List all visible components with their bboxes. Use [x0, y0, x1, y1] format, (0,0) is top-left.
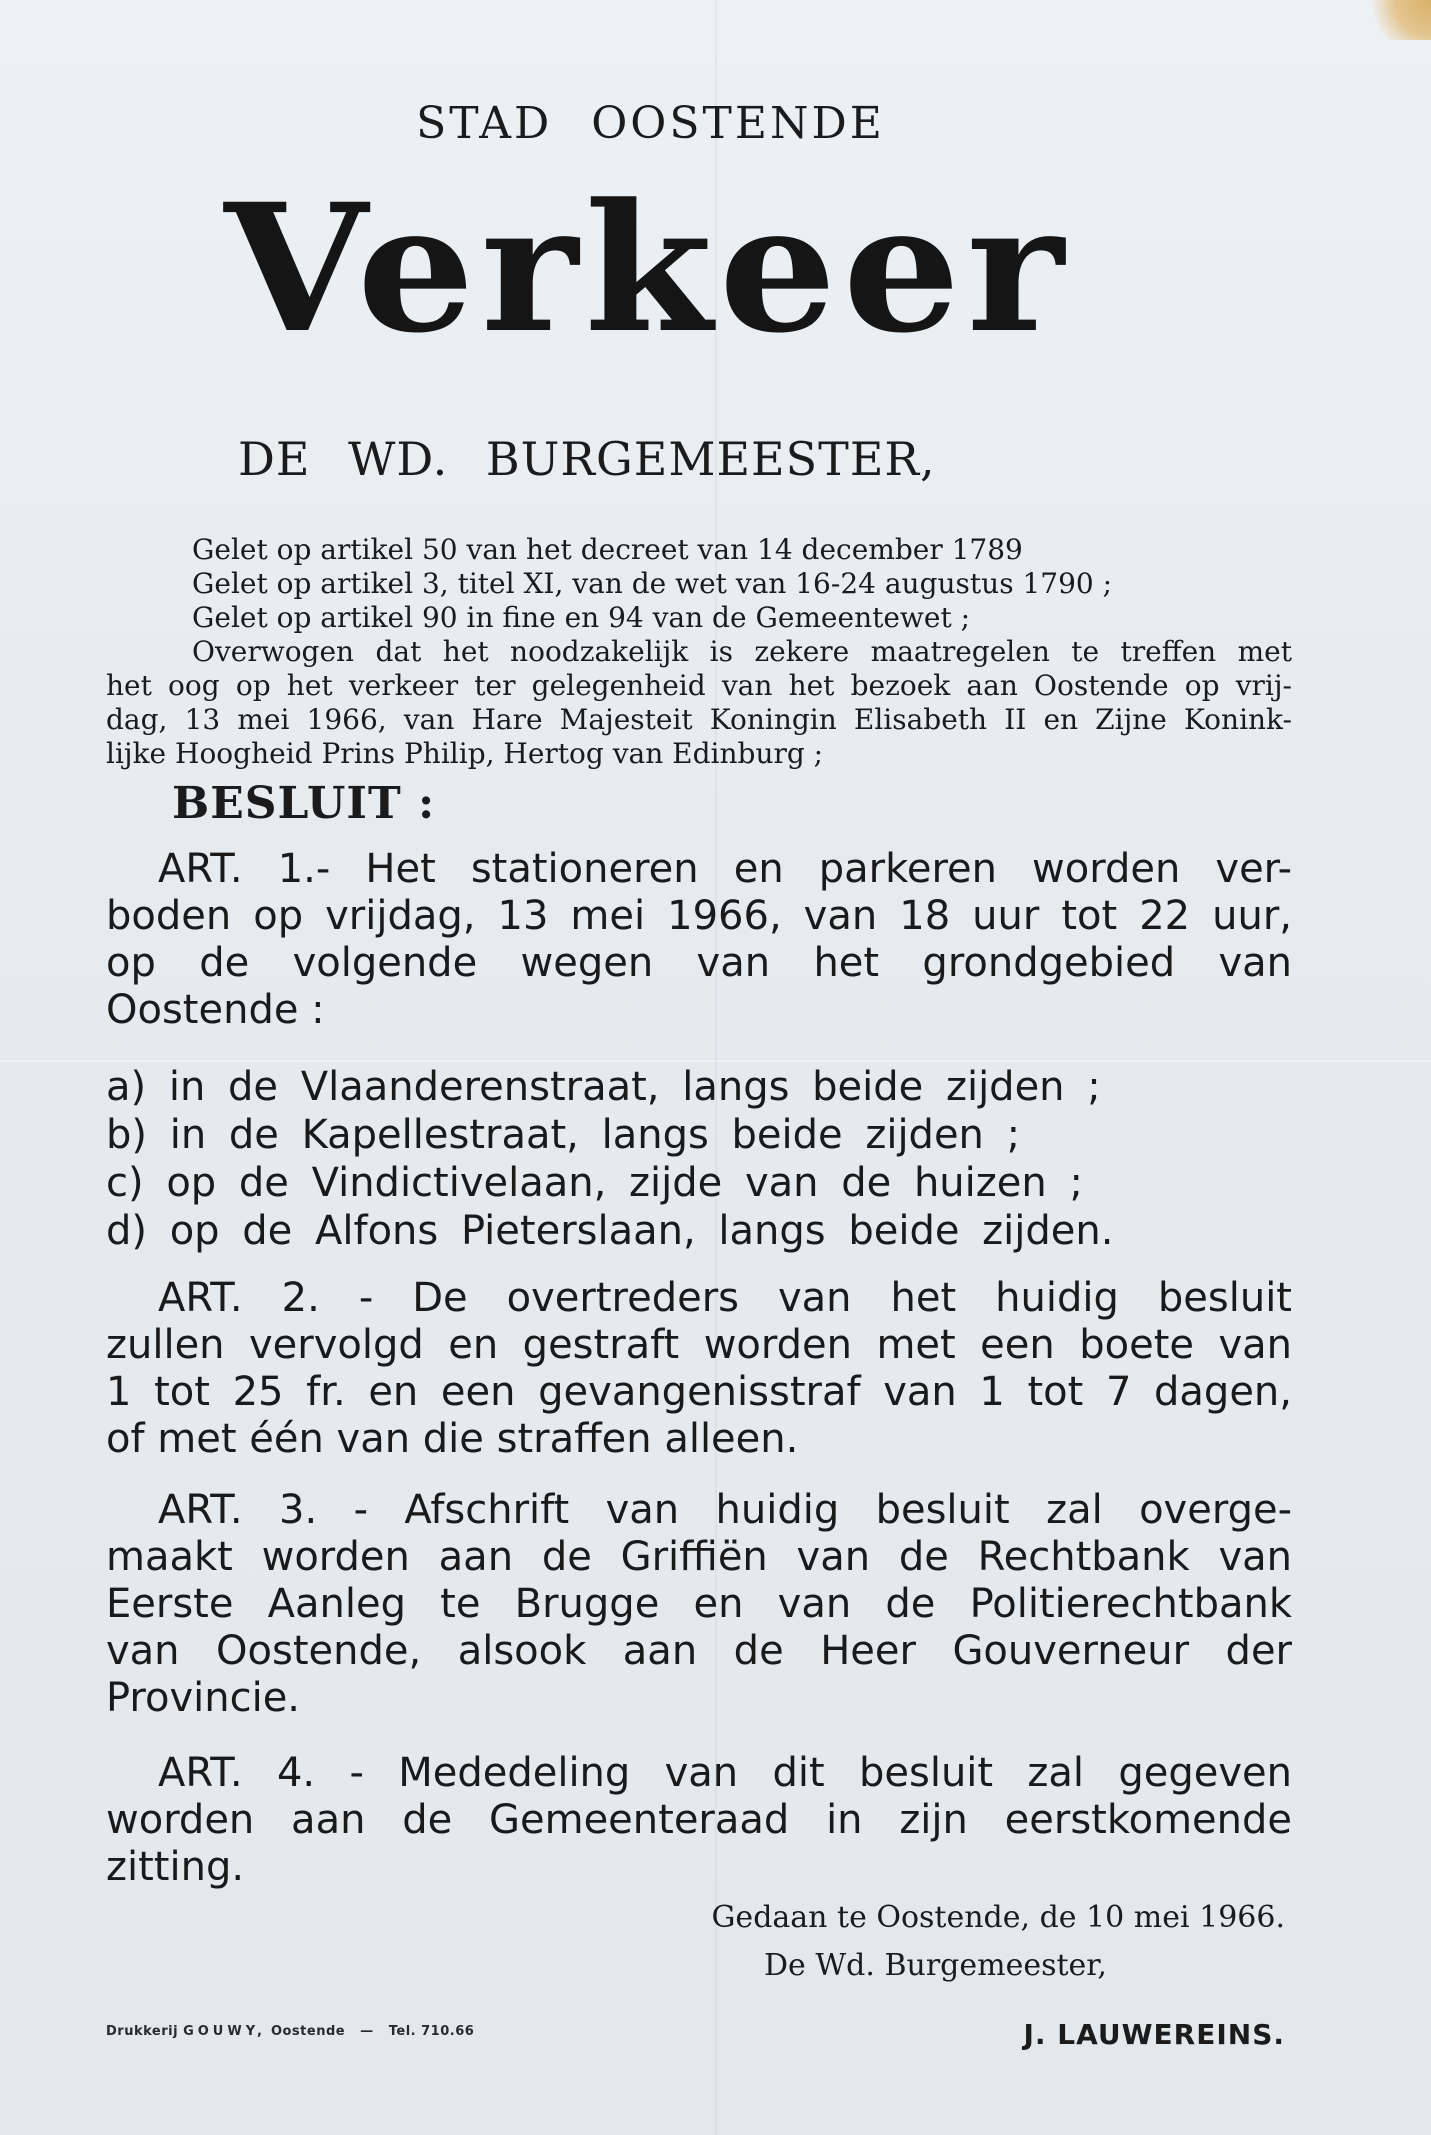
printer-tel: Tel. 710.66	[388, 2024, 475, 2039]
article-line: Eerste Aanleg te Brugge en van de Politierechtbank	[106, 1581, 1292, 1627]
preamble-line: Gelet op artikel 50 van het decreet van 14 december 1789	[192, 533, 1023, 566]
list-item: a) in de Vlaanderenstraat, langs beide zijden ;	[106, 1064, 1101, 1110]
poster-title: Verkeer	[224, 165, 1071, 372]
article-4	[106, 1750, 1292, 1891]
article-1	[106, 846, 1292, 1034]
printer-label: Drukkerij	[106, 2024, 179, 2039]
preamble-line: dag, 13 mei 1966, van Hare Majesteit Koningin Elisabeth II en Zijne Konink-	[106, 703, 1292, 736]
paper-stain	[1361, 0, 1431, 40]
article-line: ART. 1.- Het stationeren en parkeren worden ver-	[158, 846, 1292, 892]
article-2	[106, 1275, 1292, 1463]
article-line: zitting.	[106, 1844, 245, 1890]
preamble-line: Gelet op artikel 90 in fine en 94 van de Gemeentewet ;	[192, 601, 971, 634]
article-line: worden aan de Gemeenteraad in zijn eerstkomende	[106, 1797, 1292, 1843]
street-list	[106, 1063, 1292, 1255]
authority-heading: DE WD. BURGEMEESTER,	[238, 432, 936, 486]
preamble	[106, 533, 1292, 771]
article-line: maakt worden aan de Griffiën van de Rechtbank van	[106, 1534, 1292, 1580]
signoff-role: De Wd. Burgemeester,	[764, 1948, 1107, 1983]
printer-city: Oostende	[270, 2024, 346, 2039]
printer-imprint	[106, 2024, 474, 2039]
article-line: van Oostende, alsook aan de Heer Gouverneur der	[106, 1628, 1292, 1674]
list-item: c) op de Vindictivelaan, zijde van de huizen ;	[106, 1160, 1083, 1206]
list-item: d) op de Alfons Pieterslaan, langs beide zijden.	[106, 1208, 1114, 1254]
article-line: Provincie.	[106, 1675, 301, 1721]
article-line: ART. 3. - Afschrift van huidig besluit zal overge-	[158, 1487, 1292, 1533]
article-line: ART. 2. - De overtreders van het huidig besluit	[158, 1275, 1292, 1321]
article-line: op de volgende wegen van het grondgebied van	[106, 940, 1292, 986]
article-line: Oostende :	[106, 987, 325, 1033]
signoff-date: Gedaan te Oostende, de 10 mei 1966.	[711, 1900, 1285, 1935]
article-3	[106, 1487, 1292, 1722]
article-line: 1 tot 25 fr. en een gevangenisstraf van 1 tot 7 dagen,	[106, 1369, 1292, 1415]
preamble-line: lijke Hoogheid Prins Philip, Hertog van Edinburg ;	[106, 737, 824, 770]
article-line: boden op vrijdag, 13 mei 1966, van 18 uur tot 22 uur,	[106, 893, 1292, 939]
preamble-line: Overwogen dat het noodzakelijk is zekere maatregelen te treffen met	[192, 635, 1292, 668]
list-item: b) in de Kapellestraat, langs beide zijden ;	[106, 1112, 1021, 1158]
preamble-line: Gelet op artikel 3, titel XI, van de wet van 16-24 augustus 1790 ;	[192, 567, 1113, 600]
signoff-name: J. LAUWEREINS.	[1023, 2018, 1285, 2051]
article-line: zullen vervolgd en gestraft worden met een boete van	[106, 1322, 1292, 1368]
preamble-line: het oog op het verkeer ter gelegenheid van het bezoek aan Oostende op vrij-	[106, 669, 1292, 702]
printer-name: GOUWY,	[183, 2024, 266, 2039]
article-line: ART. 4. - Mededeling van dit besluit zal gegeven	[158, 1750, 1292, 1796]
besluit-heading: BESLUIT :	[172, 778, 436, 829]
city-heading: STAD OOSTENDE	[416, 98, 885, 149]
article-line: of met één van die straffen alleen.	[106, 1416, 799, 1462]
printer-dash: —	[360, 2024, 374, 2039]
